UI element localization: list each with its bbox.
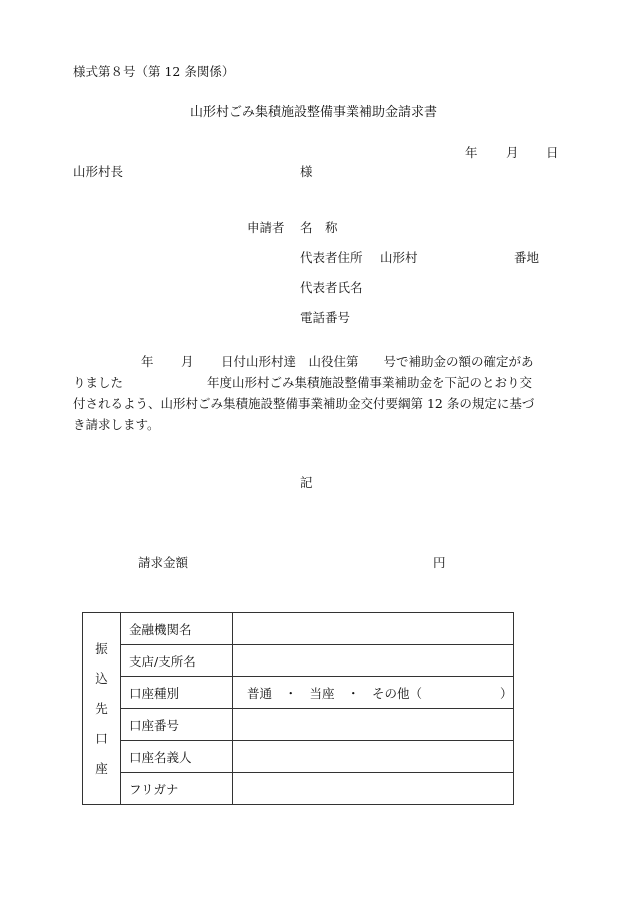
body-line-3: 付されるよう、山形村ごみ集積施設整備事業補助金交付要綱第 12 条の規定に基づ bbox=[73, 396, 535, 411]
bank-side-label bbox=[83, 613, 121, 805]
applicant-heading: 申請者 bbox=[247, 220, 285, 235]
applicant-address-suffix: 番地 bbox=[514, 250, 540, 265]
applicant-rep-name-label: 代表者氏名 bbox=[300, 280, 363, 295]
applicant-address-village: 山形村 bbox=[380, 250, 418, 265]
date-year: 年 bbox=[465, 145, 478, 160]
applicant-phone-label: 電話番号 bbox=[300, 310, 351, 325]
date-day: 日 bbox=[546, 145, 559, 160]
account-type-options-text: 普通 ・ 当座 ・ その他（ bbox=[247, 685, 423, 701]
applicant-address-label: 代表者住所 bbox=[300, 250, 363, 265]
addressee-honorific: 様 bbox=[300, 164, 313, 179]
document-title: 山形村ごみ集積施設整備事業補助金請求書 bbox=[190, 105, 438, 120]
applicant-name-label: 名 称 bbox=[300, 220, 338, 235]
addressee-name: 山形村長 bbox=[73, 164, 124, 179]
table-row bbox=[83, 613, 514, 645]
furigana-field[interactable] bbox=[233, 773, 514, 805]
table-row bbox=[83, 645, 514, 677]
request-amount-unit: 円 bbox=[433, 555, 446, 570]
bank-side-char: 込 bbox=[95, 670, 108, 686]
account-type-label: 口座種別 bbox=[121, 677, 233, 709]
bank-side-char: 振 bbox=[95, 640, 108, 656]
account-number-field[interactable] bbox=[233, 709, 514, 741]
branch-name-label: 支店/支所名 bbox=[121, 645, 233, 677]
date-month: 月 bbox=[506, 145, 519, 160]
ki-marker: 記 bbox=[300, 475, 313, 490]
bank-account-table bbox=[82, 612, 514, 805]
account-holder-field[interactable] bbox=[233, 741, 514, 773]
body-line-2-b: 年度山形村ごみ集積施設整備事業補助金を下記のとおり交 bbox=[207, 375, 533, 390]
body-line-1-month: 月 bbox=[181, 354, 194, 369]
bank-side-char: 座 bbox=[95, 760, 108, 776]
bank-side-char: 先 bbox=[95, 700, 108, 716]
account-type-field[interactable] bbox=[233, 677, 514, 709]
account-number-label: 口座番号 bbox=[121, 709, 233, 741]
body-line-1-year: 年 bbox=[141, 354, 154, 369]
table-row bbox=[83, 773, 514, 805]
branch-name-field[interactable] bbox=[233, 645, 514, 677]
body-line-2-a: りました bbox=[73, 375, 124, 390]
bank-name-label: 金融機関名 bbox=[121, 613, 233, 645]
bank-name-field[interactable] bbox=[233, 613, 514, 645]
furigana-label: フリガナ bbox=[121, 773, 233, 805]
body-line-4: き請求します。 bbox=[73, 417, 160, 432]
account-type-options bbox=[233, 684, 513, 702]
account-holder-label: 口座名義人 bbox=[121, 741, 233, 773]
body-line-1-rest: 日付山形村達 山役住第 号で補助金の額の確定があ bbox=[221, 354, 534, 369]
table-row bbox=[83, 741, 514, 773]
table-row bbox=[83, 677, 514, 709]
table-row bbox=[83, 709, 514, 741]
form-number: 様式第８号（第 12 条関係） bbox=[73, 64, 235, 79]
account-type-close-paren: ） bbox=[500, 685, 513, 701]
request-amount-label: 請求金額 bbox=[138, 555, 189, 570]
bank-side-char: 口 bbox=[95, 730, 108, 746]
